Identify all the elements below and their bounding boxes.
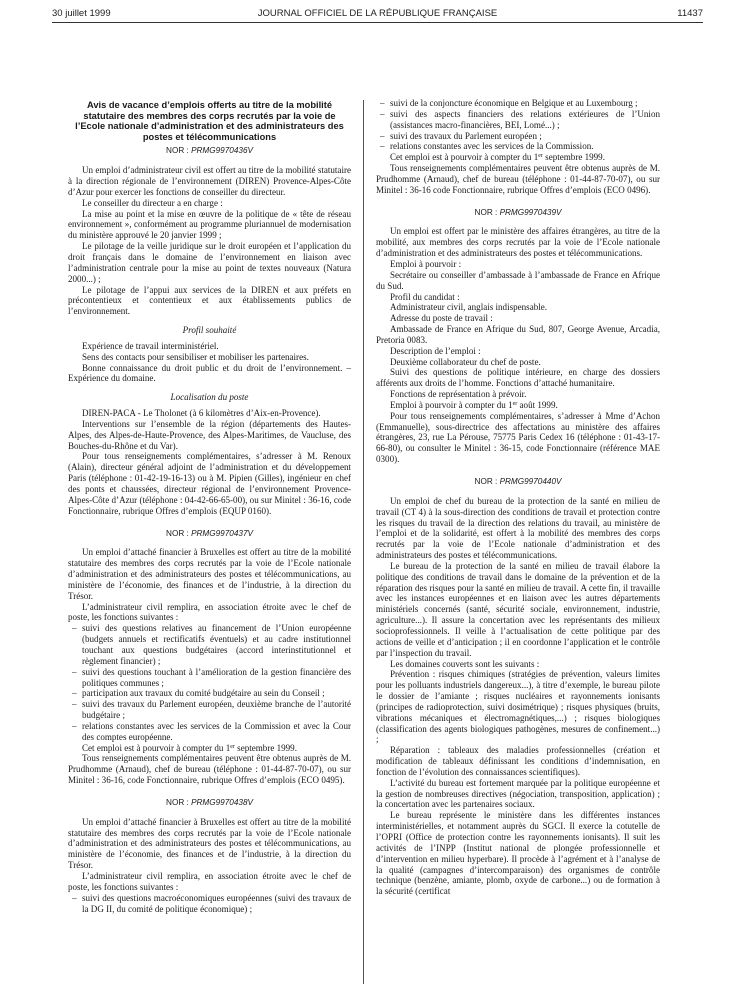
paragraph: Un emploi d’administrateur civil est offert au titre de la mobilité statutaire à la direction régionale de l’environnement (DIREN) Provence-Alpes-Côte d’Azur pour exercer les fonctions de conseiller du directeur. xyxy=(68,165,351,197)
paragraph: Pour tous renseignements complémentaires, s’adresser à M. Renoux (Alain), directeur général adjoint de l’administration et du développement Paris (téléphone : 01-42-19-16-13) ou à M. Pipien (Gilles), ingénieur en chef des ponts et chaussées, directeur régional de l’environnement Provence-Alpes-Côte d’Azur (téléphone : 04-42-66-65-00), ou sur Minitel : 36-16, code Fonctionnaire, rubrique Offres d’emplois (EQUP 0160). xyxy=(68,451,351,516)
nor-label: NOR : xyxy=(166,528,189,538)
duties-list xyxy=(68,623,351,742)
nor-label: NOR : xyxy=(166,146,189,156)
paragraph: Un emploi de chef du bureau de la protection de la santé en milieu de travail (CT 4) à la sous-direction des conditions de travail et protection contre les risques du travail de la direction des relations du travail, au ministère de l’emploi et de la solidarité, est offert à la mobilité des membres des corps recrutés par la voie de l’Ecole nationale d’administration et des administrateurs des postes et télécommunications. xyxy=(376,495,660,561)
paragraph: Un emploi d’attaché financier à Bruxelles est offert au titre de la mobilité statutaire des membres des corps recrutés par la voie de l’Ecole nationale d’administration et des administrateurs des postes et télécommunications, au ministère de l’économie, des finances et de l’industrie, à la direction du Trésor. xyxy=(68,547,351,601)
section-heading: Localisation du poste xyxy=(170,392,249,403)
list-item: – suivi des travaux du Parlement européen ; xyxy=(390,131,660,142)
paragraph: Le bureau de la protection de la santé en milieu de travail élabore la politique des conditions de travail dans le domaine de la prévention et de la réparation des risques pour la santé en milieu de travail. A cette fin, il travaille avec les instances européennes et en liaison avec les autres départements ministériels concernés (santé, sécurité sociale, environnement, industrie, agriculture...). Il assure la concertation avec les représentants des milieux socioprofessionnels. Il veille à l’actualisation de cette politique par des actions de veille et d’anticipation ; il en coordonne l’application et le contrôle par l’inspection du travail. xyxy=(376,560,660,658)
paragraph: Sens des contacts pour sensibiliser et mobiliser les partenaires. xyxy=(82,351,309,362)
duties-list xyxy=(376,98,660,152)
nor-label: NOR : xyxy=(166,797,189,807)
nor-code: PRMG9970436V xyxy=(191,146,253,156)
paragraph: Prévention : risques chimiques (stratégies de prévention, valeurs limites pour les polluants industriels dangereux...), à titre d’exemple, le bureau pilote le dossier de l’amiante ; risques nucléaires et rayonnements ionisants (principes de radioprotection, suivi dosimétrique) ; risques physiques (bruits, vibrations mécaniques et électromagnétiques,...) ; risques biologiques (classification des agents biologiques pathogènes, mesures de confinement...) ; xyxy=(376,669,660,745)
nor-line xyxy=(376,208,660,219)
paragraph: Cet emploi est à pourvoir à compter du 1er septembre 1999. xyxy=(390,152,605,163)
issue-date: 30 juillet 1999 xyxy=(52,8,111,19)
paragraph: L’administrateur civil remplira, en association étroite avec le chef de poste, les fonctions suivantes : xyxy=(68,601,351,623)
nor-label: NOR : xyxy=(474,207,498,217)
paragraph: Pour tous renseignements complémentaires, s’adresser à Mme d’Achon (Emmanuelle), sous-directrice des affectations au ministère des affaires étrangères, 23, rue La Pérouse, 75775 Paris Cedex 16 (téléphone : 01-43-17-66-80), ou consulter le Minitel : 36-15, code Fonctionnaire (référence MAE 0300). xyxy=(376,410,660,465)
left-column xyxy=(68,100,351,914)
paragraph: Emploi à pourvoir : xyxy=(390,258,462,269)
nor-code: PRMG9970440V xyxy=(499,477,562,486)
paragraph: DIREN-PACA - Le Tholonet (à 6 kilomètres d’Aix-en-Provence). xyxy=(82,408,321,419)
paragraph: Le pilotage de l’appui aux services de la DIREN et aux préfets en précontentieux et contentieux et aux établissements publics de l’environnement. xyxy=(68,284,351,317)
page-header xyxy=(52,8,703,22)
page-number: 11437 xyxy=(677,8,703,19)
list-item: – suivi des questions macroéconomiques européennes (suivi des travaux de la DG II, du comité de politique économique) ; xyxy=(82,893,351,915)
paragraph: L’administrateur civil remplira, en association étroite avec le chef de poste, les fonctions suivantes : xyxy=(68,871,351,892)
paragraph: Le bureau représente le ministère dans les différentes instances interministérielles, et notamment auprès du SGCI. Il exerce la cotutelle de l’OPRI (Office de protection contre les rayonnements ionisants). Il suit les activités de l’INPP (Institut national de plongée professionnelle et d’intervention en milieu hyperbare). Il procède à l’agrément et à l’analyse de la qualité (campagnes d’intercomparaison) des organismes de contrôle technique (benzène, amiante, plomb, oxyde de carbone...) ou de formation à la sécurité (certificat xyxy=(376,810,660,897)
paragraph: Bonne connaissance du droit public et du droit de l’environnement. – Expérience du domaine. xyxy=(68,362,351,384)
paragraph: Secrétaire ou conseiller d’ambassade à l’ambassade de France en Afrique du Sud. xyxy=(376,269,660,291)
paragraph: Fonctions de représentation à prévoir. xyxy=(390,389,527,400)
paragraph: Tous renseignements complémentaires peuvent être obtenus auprès de M. Prudhomme (Arnaud), chef de bureau (téléphone : 01-44-87-70-07), ou sur Minitel : 36-16, code Fonctionnaire, rubrique Offres d’emplois (ECO 0495). xyxy=(68,753,351,786)
nor-line xyxy=(68,798,351,809)
paragraph: Interventions sur l’ensemble de la région (départements des Hautes-Alpes, des Alpes-de-Haute-Provence, des Alpes-Maritimes, de Vaucluse, des Bouches-du-Rhône et du Var). xyxy=(68,418,351,451)
paragraph: Expérience de travail interministériel. xyxy=(82,340,219,351)
paragraph: Tous renseignements complémentaires peuvent être obtenus auprès de M. Prudhomme (Arnaud), chef de bureau (téléphone : 01-44-87-70-07), ou sur Minitel : 36-16 code Fonctionnaire, rubrique Offres d’emplois (ECO 0496). xyxy=(376,163,660,195)
avis-title: Avis de vacance d’emplois offerts au titre de la mobilité statutaire des membres des corps recrutés par la voie de l’Ecole nationale d’administration et des administrateurs des postes et télécommunications xyxy=(75,100,344,142)
column-divider xyxy=(363,100,364,984)
nor-code: PRMG9970437V xyxy=(191,528,253,538)
nor-code: PRMG9970439V xyxy=(499,207,562,217)
paragraph: Deuxième collaborateur du chef de poste. xyxy=(390,356,541,367)
duties-list xyxy=(68,893,351,915)
paragraph: Un emploi est offert par le ministère des affaires étrangères, au titre de la mobilité, aux membres des corps recrutés par la voie de l’Ecole nationale d’administration et des administrateurs des postes et télécommunications. xyxy=(376,226,660,259)
list-item: – suivi de la conjoncture économique en Belgique et au Luxembourg ; xyxy=(390,98,660,109)
paragraph: Cet emploi est à pourvoir à compter du 1er septembre 1999. xyxy=(82,742,297,753)
journal-title: JOURNAL OFFICIEL DE LA RÉPUBLIQUE FRANÇAISE xyxy=(257,8,498,19)
paragraph: La mise au point et la mise en œuvre de la politique de « tête de réseau environnement », conformément au programme pluriannuel de modernisation du ministère approuvé le 20 janvier 1999 ; xyxy=(68,208,351,241)
list-item: – suivi des aspects financiers des relations extérieures de l’Union (assistances macro-financières, BEI, Lomé...) ; xyxy=(390,109,660,131)
nor-line xyxy=(68,146,351,157)
right-column xyxy=(376,98,660,897)
nor-code: PRMG9970438V xyxy=(191,797,253,807)
paragraph: Suivi des questions de politique intérieure, en charge des dossiers afférents aux droits de l’homme. Fonctions d’attaché humanitaire. xyxy=(376,367,660,389)
paragraph: Réparation : tableaux des maladies professionnelles (création et modification de tableaux définissant les conditions d’indemnisation, en fonction de l’évolution des connaissances scientifiques). xyxy=(376,745,660,777)
nor-label: NOR : xyxy=(474,477,498,486)
paragraph: Adresse du poste de travail : xyxy=(390,313,493,324)
paragraph: Emploi à pourvoir à compter du 1er août 1999. xyxy=(390,399,558,410)
nor-line xyxy=(376,477,660,488)
header-rule xyxy=(52,22,703,23)
list-item: – participation aux travaux du comité budgétaire au sein du Conseil ; xyxy=(82,688,351,699)
list-item: – relations constantes avec les services de la Commission. xyxy=(390,141,660,152)
paragraph: Ambassade de France en Afrique du Sud, 807, George Avenue, Arcadia, Pretoria 0083. xyxy=(376,324,660,345)
list-item: – relations constantes avec les services de la Commission et avec la Cour des comptes européenne. xyxy=(82,721,351,743)
list-item: – suivi des questions touchant à l’amélioration de la gestion financière des politiques communes ; xyxy=(82,667,351,689)
paragraph: Description de l’emploi : xyxy=(390,345,481,356)
paragraph: L’activité du bureau est fortement marquée par la politique européenne et la gestion de nombreuses directives (négociation, transposition, application) ; la concertation avec les partenaires sociaux. xyxy=(376,777,660,810)
paragraph: Un emploi d’attaché financier à Bruxelles est offert au titre de la mobilité statutaire des membres des corps recrutés par la voie de l’Ecole nationale d’administration et des administrateurs des postes et télécommunications, au ministère de l’économie, des finances et de l’industrie, à la direction du Trésor. xyxy=(68,816,351,871)
paragraph: Profil du candidat : xyxy=(390,291,460,302)
section-heading: Profil souhaité xyxy=(182,325,237,336)
paragraph: Le pilotage de la veille juridique sur le droit européen et l’application du droit français dans le domaine de l’environnement en liaison avec l’administration centrale pour la mise au point de textes nouveaux (Natura 2000...) ; xyxy=(68,241,351,284)
paragraph: Administrateur civil, anglais indispensable. xyxy=(390,302,548,313)
paragraph: Les domaines couverts sont les suivants : xyxy=(390,658,540,669)
list-item: – suivi des questions relatives au financement de l’Union européenne (budgets annuels et rectificatifs éventuels) et au cadre institutionnel touchant aux questions budgétaires (accord interinstitutionnel et règlement financier) ; xyxy=(82,623,351,666)
paragraph: Le conseiller du directeur a en charge : xyxy=(82,197,223,208)
nor-line xyxy=(68,529,351,540)
list-item: – suivi des travaux du Parlement européen, deuxième branche de l’autorité budgétaire ; xyxy=(82,699,351,721)
